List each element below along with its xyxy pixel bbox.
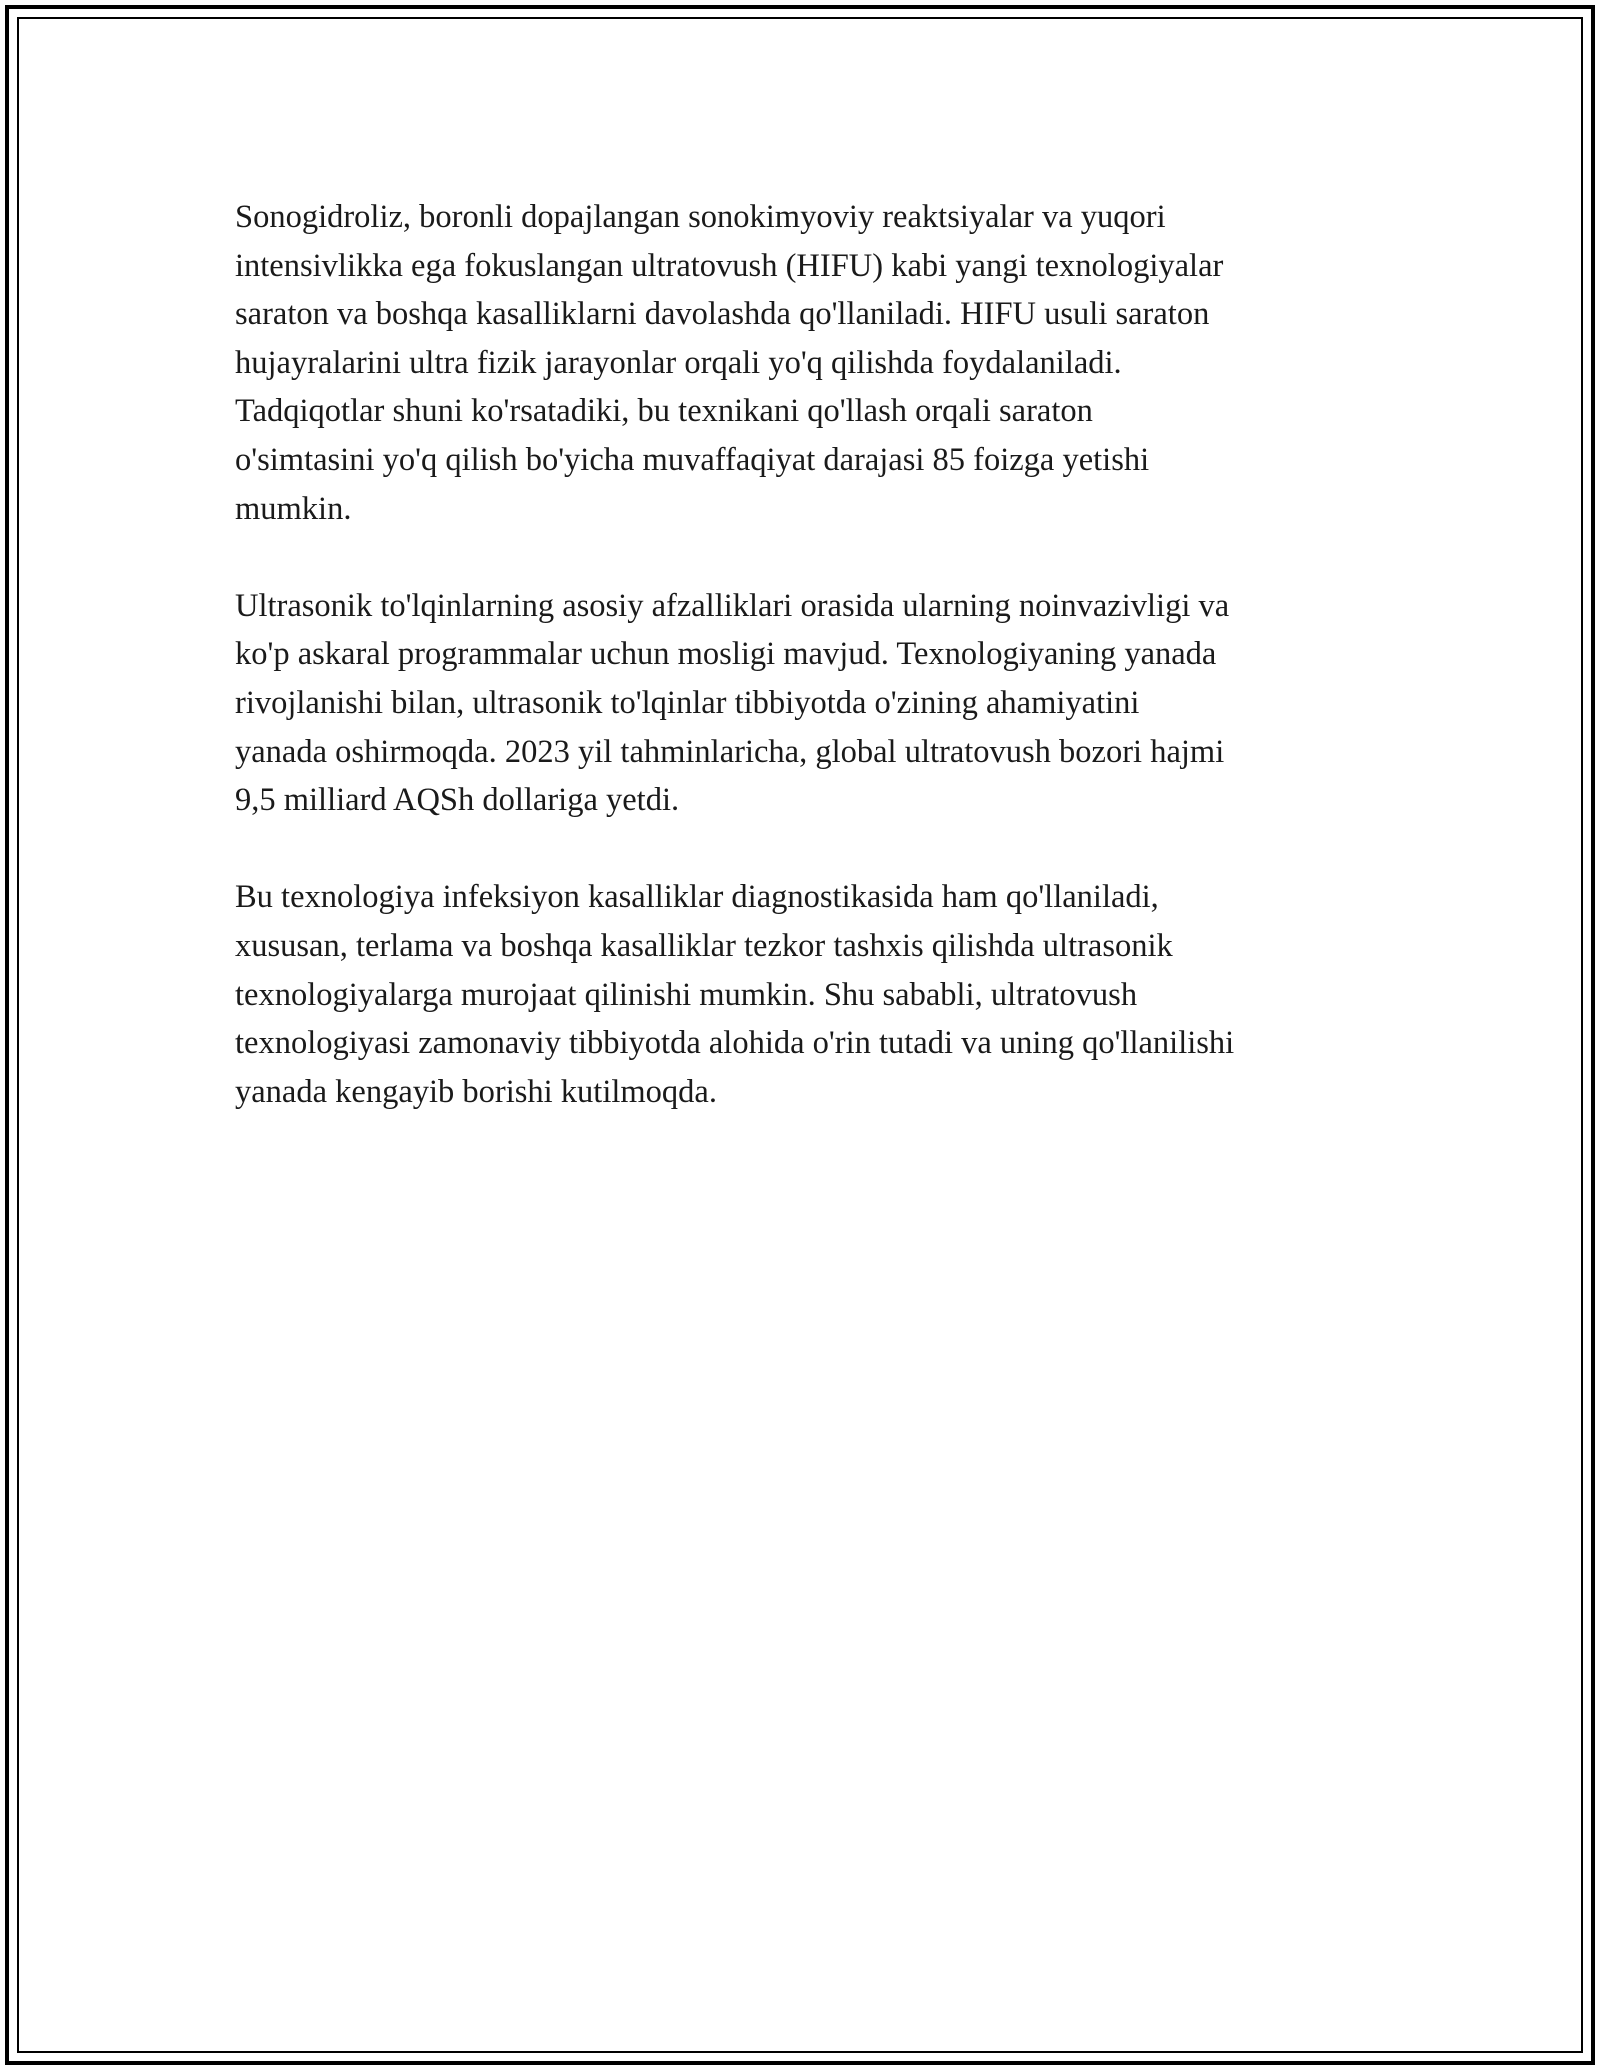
document-body [235,193,1395,1165]
paragraph-2: Ultrasonik to'lqinlarning asosiy afzalliklari orasida ularning noinvazivligi va ko'p askaral programmalar uchun mosligi mavjud. Texnologiyaning yanada rivojlanishi bilan, ultrasonik to'lqinlar tibbiyotda o'zining ahamiyatini yanada oshirmoqda. 2023 yil tahminlaricha, global ultratovush bozori hajmi 9,5 milliard AQSh dollariga yetdi. [235,587,1230,819]
page-border-outer [5,5,1595,2065]
paragraph-1: Sonogidroliz, boronli dopajlangan sonokimyoviy reaktsiyalar va yuqori intensivlikka ega fokuslangan ultratovush (HIFU) kabi yangi texnologiyalar saraton va boshqa kasalliklarni davolashda qo'llaniladi. HIFU usuli saraton hujayralarini ultra fizik jarayonlar orqali yo'q qilishda foydalaniladi. Tadqiqotlar shuni ko'rsatadiki, bu texnikani qo'llash orqali saraton o'simtasini yo'q qilish bo'yicha muvaffaqiyat darajasi 85 foizga yetishi mumkin. [235,199,1224,527]
paragraph-3: Bu texnologiya infeksiyon kasalliklar diagnostikasida ham qo'llaniladi, xususan, terlama va boshqa kasalliklar tezkor tashxis qilishda ultrasonik texnologiyalarga murojaat qilinishi mumkin. Shu sababli, ultratovush texnologiyasi zamonaviy tibbiyotda alohida o'rin tutadi va uning qo'llanilishi yanada kengayib borishi kutilmoqda. [235,879,1235,1110]
